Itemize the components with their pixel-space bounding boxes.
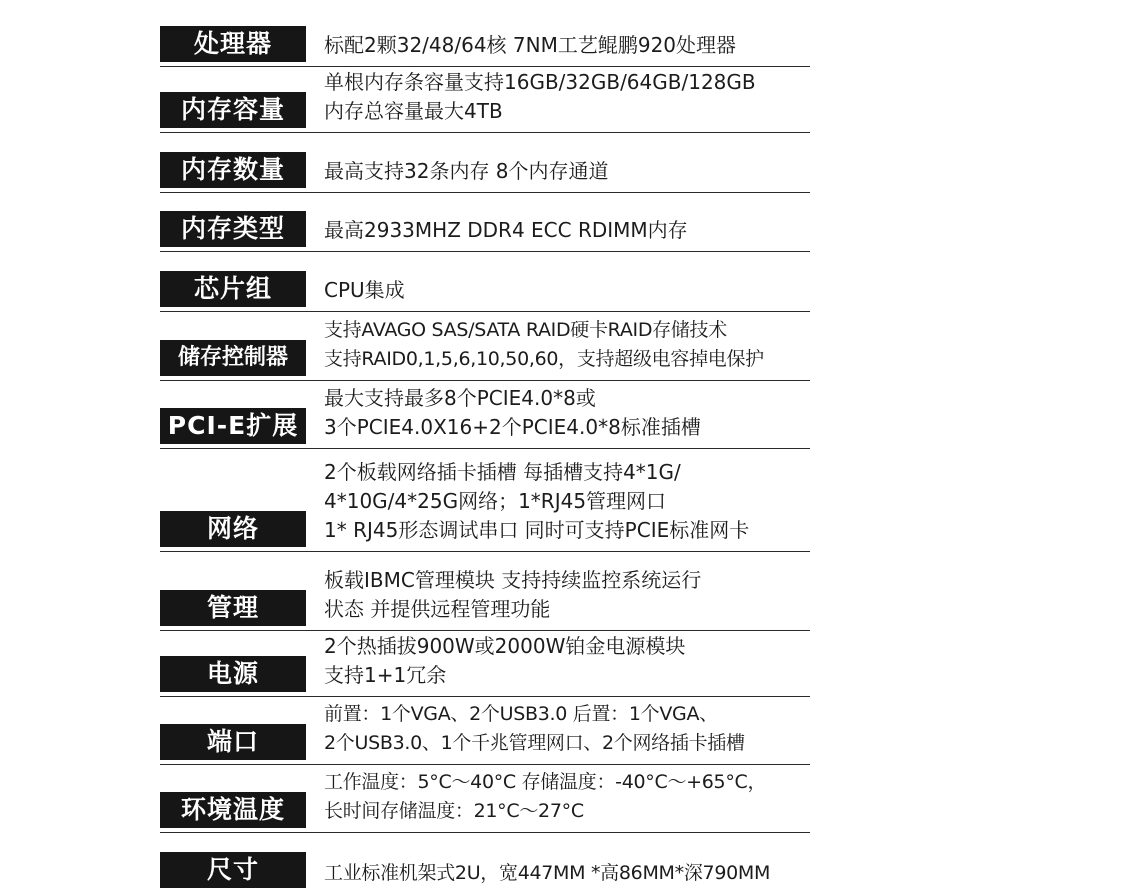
spec-value — [324, 859, 830, 888]
spec-value-line: 最大支持最多8个PCIE4.0*8或 — [324, 386, 596, 410]
spec-value-line: 标配2颗32/48/64核 7NM工艺鲲鹏920处理器 — [324, 33, 737, 57]
spec-row-memory-type — [160, 208, 810, 252]
spec-label: 内存数量 — [160, 152, 306, 188]
spec-row-chipset — [160, 268, 810, 312]
spec-value-line: 长时间存储温度：21°C～27°C — [324, 800, 584, 822]
spec-row-processor — [160, 18, 810, 67]
spec-row-temperature — [160, 770, 810, 833]
spec-row-network — [160, 458, 810, 552]
spec-value-line: 1* RJ45形态调试串口 同时可支持PCIE标准网卡 — [324, 518, 750, 542]
spec-row-dimensions — [160, 850, 810, 894]
spec-value — [324, 384, 830, 442]
spec-label: 内存容量 — [160, 92, 306, 128]
spec-value-line: 2个板载网络插卡插槽 每插槽支持4*1G/ — [324, 460, 681, 484]
spec-value-line: 最高2933MHZ DDR4 ECC RDIMM内存 — [324, 218, 688, 242]
spec-value-line: 3个PCIE4.0X16+2个PCIE4.0*8标准插槽 — [324, 415, 701, 439]
spec-value-line: 2个USB3.0、1个千兆管理网口、2个网络插卡插槽 — [324, 732, 745, 754]
spec-value — [324, 632, 830, 690]
spec-label: 储存控制器 — [160, 340, 306, 376]
spec-label: 内存类型 — [160, 211, 306, 247]
spec-label: 尺寸 — [160, 852, 306, 888]
spec-value — [324, 566, 830, 624]
spec-value — [324, 316, 830, 374]
spec-row-management — [160, 566, 810, 631]
spec-row-pcie — [160, 386, 810, 449]
spec-value-line: 4*10G/4*25G网络；1*RJ45管理网口 — [324, 489, 667, 513]
spec-row-power — [160, 634, 810, 697]
spec-label: 芯片组 — [160, 271, 306, 307]
spec-value — [324, 768, 830, 826]
spec-label: 环境温度 — [160, 792, 306, 828]
spec-value — [324, 458, 830, 545]
spec-row-ports — [160, 702, 810, 765]
spec-value-line: 支持AVAGO SAS/SATA RAID硬卡RAID存储技术 — [324, 319, 727, 341]
spec-row-memory-capacity — [160, 70, 810, 133]
spec-label: 电源 — [160, 656, 306, 692]
spec-value — [324, 216, 830, 245]
spec-value — [324, 31, 830, 60]
spec-value-line: 支持1+1冗余 — [324, 663, 447, 687]
spec-value-line: 单根内存条容量支持16GB/32GB/64GB/128GB — [324, 70, 756, 94]
spec-label: 处理器 — [160, 26, 306, 62]
spec-label: 端口 — [160, 724, 306, 760]
spec-value-line: 板载IBMC管理模块 支持持续监控系统运行 — [324, 568, 702, 592]
spec-value — [324, 276, 830, 305]
spec-label: PCI-E扩展 — [160, 408, 306, 444]
spec-value — [324, 157, 830, 186]
spec-label: 管理 — [160, 590, 306, 626]
spec-value-line: 支持RAID0,1,5,6,10,50,60，支持超级电容掉电保护 — [324, 348, 764, 370]
spec-value-line: 前置：1个VGA、2个USB3.0 后置：1个VGA、 — [324, 703, 718, 725]
spec-row-storage-controller — [160, 318, 810, 381]
spec-value — [324, 68, 830, 126]
spec-value-line: 工业标准机架式2U，宽447MM *高86MM*深790MM — [324, 862, 771, 884]
spec-value-line: 状态 并提供远程管理功能 — [324, 597, 551, 621]
spec-label: 网络 — [160, 511, 306, 547]
spec-value-line: 内存总容量最大4TB — [324, 99, 503, 123]
spec-value-line: 工作温度：5°C～40°C 存储温度：-40°C～+65°C， — [324, 771, 767, 793]
spec-value-line: CPU集成 — [324, 278, 405, 302]
spec-value — [324, 700, 830, 758]
spec-value-line: 最高支持32条内存 8个内存通道 — [324, 159, 609, 183]
spec-row-memory-count — [160, 148, 810, 193]
spec-value-line: 2个热插拔900W或2000W铂金电源模块 — [324, 634, 686, 658]
